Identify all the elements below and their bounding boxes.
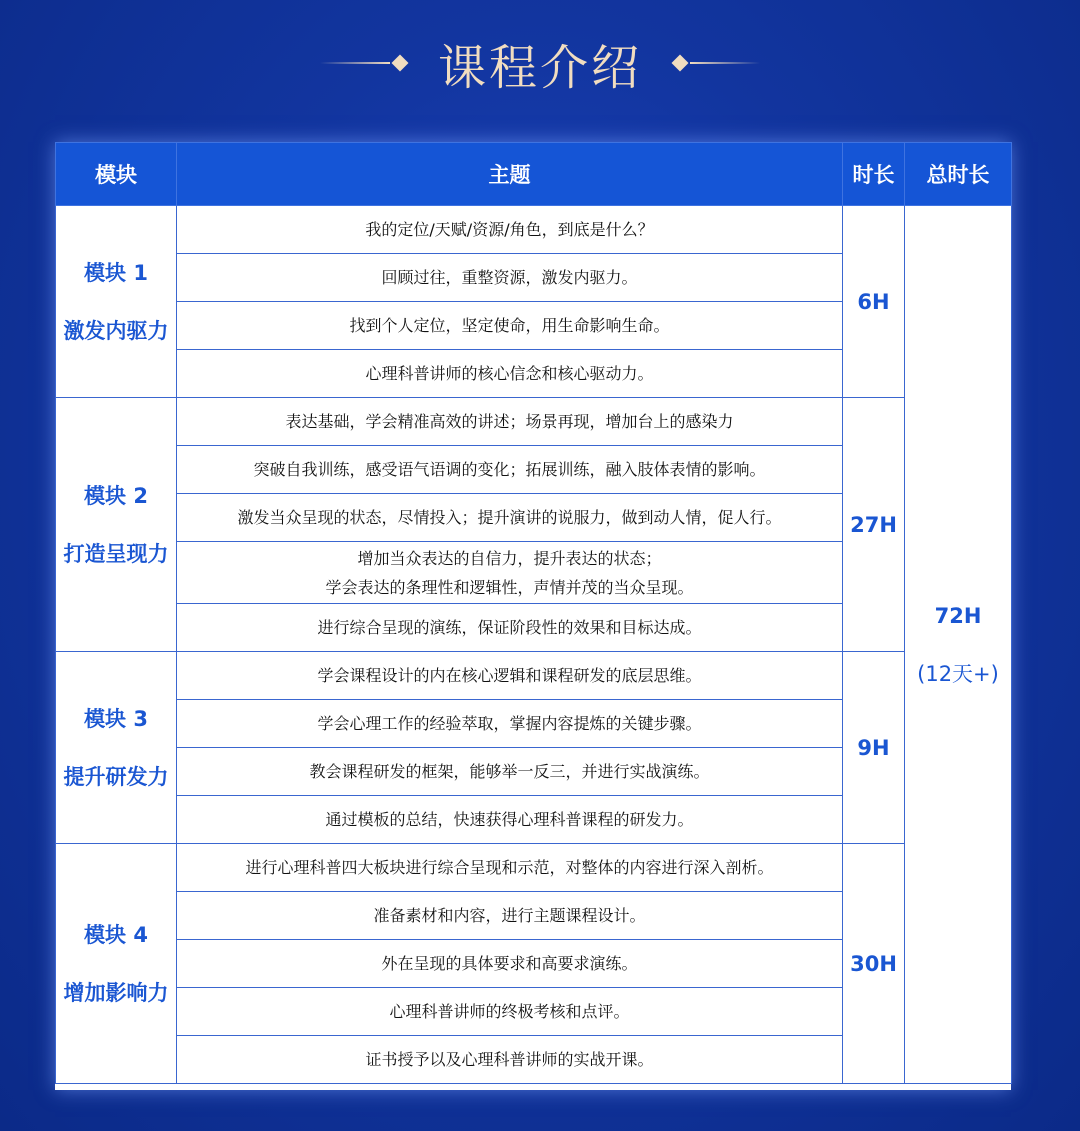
diamond-icon bbox=[391, 55, 408, 72]
topic-cell: 心理科普讲师的核心信念和核心驱动力。 bbox=[177, 350, 843, 398]
table-row bbox=[56, 398, 1012, 446]
header-module: 模块 bbox=[56, 143, 177, 206]
module-subtitle: 打造呈现力 bbox=[63, 541, 169, 566]
module-cell bbox=[56, 206, 177, 398]
module-cell bbox=[56, 652, 177, 844]
topic-cell: 教会课程研发的框架，能够举一反三，并进行实战演练。 bbox=[177, 748, 843, 796]
topic-cell: 找到个人定位，坚定使命，用生命影响生命。 bbox=[177, 302, 843, 350]
topic-cell: 心理科普讲师的终极考核和点评。 bbox=[177, 988, 843, 1036]
module-cell bbox=[56, 398, 177, 652]
duration-cell: 30H bbox=[843, 844, 905, 1084]
page-title: 课程介绍 bbox=[437, 39, 642, 96]
course-table-container bbox=[55, 142, 1011, 1090]
module-name: 模块 3 bbox=[84, 706, 148, 731]
topic-cell: 突破自我训练，感受语气语调的变化；拓展训练，融入肢体表情的影响。 bbox=[177, 446, 843, 494]
topic-cell: 外在呈现的具体要求和高要求演练。 bbox=[177, 940, 843, 988]
topic-cell: 学会心理工作的经验萃取，掌握内容提炼的关键步骤。 bbox=[177, 700, 843, 748]
header-total: 总时长 bbox=[905, 143, 1012, 206]
module-name: 模块 2 bbox=[84, 483, 148, 508]
topic-line: 学会表达的条理性和逻辑性，声情并茂的当众呈现。 bbox=[325, 577, 694, 597]
topic-cell: 通过模板的总结，快速获得心理科普课程的研发力。 bbox=[177, 796, 843, 844]
module-subtitle: 增加影响力 bbox=[63, 980, 169, 1005]
table-row bbox=[56, 844, 1012, 892]
topic-cell: 我的定位/天赋/资源/角色，到底是什么？ bbox=[177, 206, 843, 254]
total-hours: 72H bbox=[934, 603, 982, 628]
module-subtitle: 激发内驱力 bbox=[63, 318, 169, 343]
topic-cell: 准备素材和内容，进行主题课程设计。 bbox=[177, 892, 843, 940]
module-cell bbox=[56, 844, 177, 1084]
table-header-row bbox=[56, 143, 1012, 206]
title-ornament-right bbox=[670, 57, 760, 69]
duration-cell: 27H bbox=[843, 398, 905, 652]
duration-cell: 9H bbox=[843, 652, 905, 844]
topic-cell: 表达基础，学会精准高效的讲述；场景再现，增加台上的感染力 bbox=[177, 398, 843, 446]
topic-cell: 学会课程设计的内在核心逻辑和课程研发的底层思维。 bbox=[177, 652, 843, 700]
topic-cell: 进行综合呈现的演练，保证阶段性的效果和目标达成。 bbox=[177, 604, 843, 652]
topic-cell: 进行心理科普四大板块进行综合呈现和示范，对整体的内容进行深入剖析。 bbox=[177, 844, 843, 892]
topic-cell bbox=[177, 542, 843, 604]
topic-cell: 回顾过往，重整资源，激发内驱力。 bbox=[177, 254, 843, 302]
topic-cell: 激发当众呈现的状态，尽情投入；提升演讲的说服力，做到动人情，促人行。 bbox=[177, 494, 843, 542]
duration-cell: 6H bbox=[843, 206, 905, 398]
topic-line: 增加当众表达的自信力，提升表达的状态； bbox=[357, 548, 662, 568]
title-bar bbox=[0, 28, 1080, 98]
header-topic: 主题 bbox=[177, 143, 843, 206]
total-days: (12天+) bbox=[917, 661, 999, 686]
topic-cell: 证书授予以及心理科普讲师的实战开课。 bbox=[177, 1036, 843, 1084]
title-ornament-left bbox=[320, 57, 410, 69]
module-name: 模块 1 bbox=[84, 260, 148, 285]
total-cell bbox=[905, 206, 1012, 1084]
table-row bbox=[56, 206, 1012, 254]
diamond-icon bbox=[672, 55, 689, 72]
module-subtitle: 提升研发力 bbox=[63, 764, 169, 789]
module-name: 模块 4 bbox=[84, 922, 148, 947]
table-row bbox=[56, 652, 1012, 700]
course-table bbox=[55, 142, 1012, 1084]
header-duration: 时长 bbox=[843, 143, 905, 206]
